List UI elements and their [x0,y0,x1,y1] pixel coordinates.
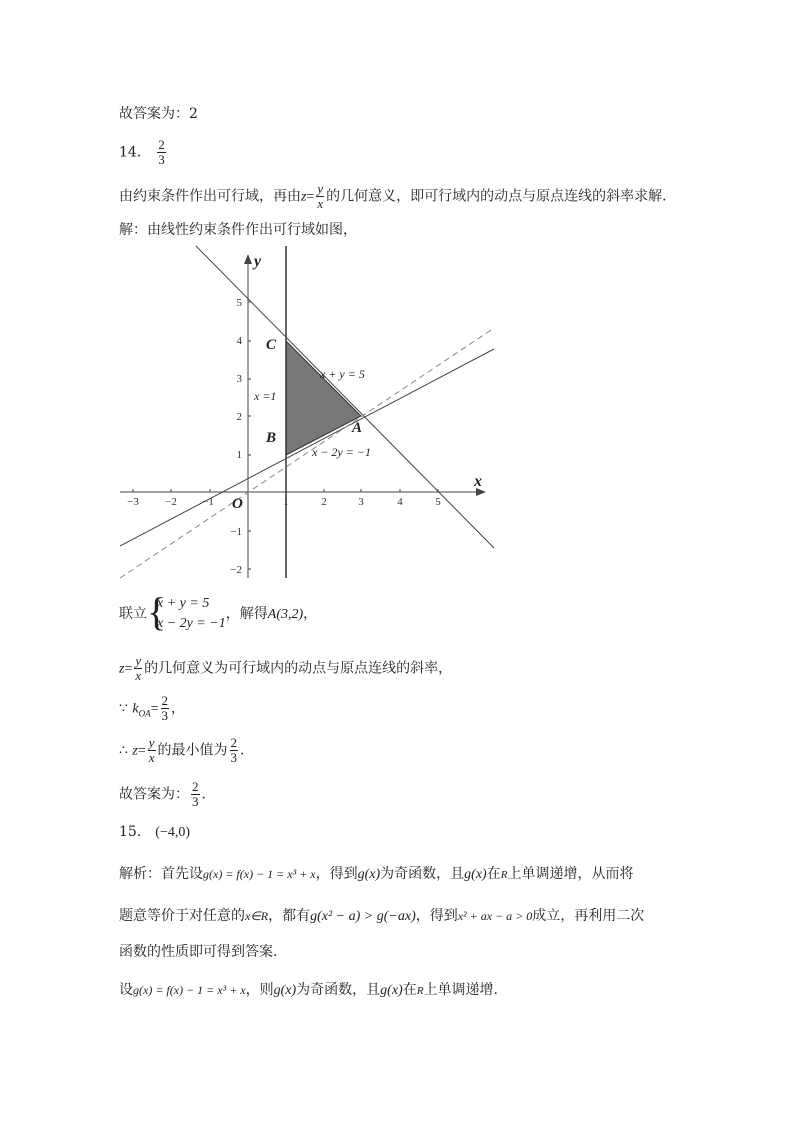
equals: = [306,189,315,205]
analysis-line-1 [119,864,633,885]
question-15-answer [119,822,190,843]
answer-14 [119,780,216,809]
formula: x∈R [245,909,269,923]
text: ，则 [245,982,274,998]
system-end: ， [303,606,318,622]
interval-answer: (−4,0) [155,825,191,840]
numerator: 2 [230,735,238,750]
feasible-region-figure [118,243,502,581]
formula: g(x) = f(x) − 1 = x³ + x [133,983,246,997]
formula: g(x) [273,983,297,998]
equals: = [124,661,133,677]
var-z: z [301,189,307,205]
text: ，得到 [315,866,358,882]
because-symbol: ∵ [119,701,128,717]
y-tick-label: −2 [230,564,242,576]
text: 成立，再利用二次 [532,908,645,924]
numerator: 2 [192,779,199,794]
formula: g(x) [464,867,487,882]
equation-2: x − 2y = −1 [157,616,226,631]
y-axis-label: y [254,253,262,270]
x-tick-label: −2 [165,496,177,508]
denominator: 3 [230,750,238,765]
formula: g(x² − a) > g(−ax) [310,909,416,924]
numerator: y [148,735,155,750]
denominator: 3 [192,794,199,809]
line-label-x-plus-y: x + y = 5 [320,367,365,381]
answer-text: 故答案为： [119,786,189,803]
x-tick-label: 5 [435,496,441,508]
formula: x² + ax − a > 0 [457,909,533,923]
answer-13: 故答案为：2 [119,106,198,122]
set-g-line [119,980,498,1001]
system-mid: ，解得 [225,606,268,622]
point-b-label: B [266,430,277,446]
system-pre: 联立 [119,606,147,622]
var-z: z [119,661,125,677]
x-tick-label: 1 [283,496,289,508]
text: 在 [402,982,417,998]
point-a-label: A [352,420,363,436]
y-tick-label: −1 [230,526,242,538]
equation-system [147,589,226,634]
hint-14 [119,182,676,211]
point-c-label: C [266,337,277,353]
point-a-result: A(3,2) [267,607,304,622]
text: 为奇函数，且 [296,982,381,998]
system-line [119,589,318,634]
numerator: y [135,653,142,668]
var-z: z [132,743,138,759]
text: ，都有 [268,908,311,924]
origin-label: O [232,496,243,512]
formula: g(x) [380,983,403,998]
question-number: 14． [119,144,151,161]
hint-text: 由约束条件作出可行域，再由 [119,188,301,205]
fraction [230,736,239,765]
fraction [191,780,200,809]
denominator: 3 [158,152,165,167]
numerator: 2 [161,693,168,708]
meaning-text: 的几何意义为可行域内的动点与原点连线的斜率， [144,660,453,677]
fraction [161,694,170,723]
question-14-answer [119,138,168,167]
equals: = [150,701,159,717]
fraction [316,182,324,211]
y-tick-label: 4 [236,335,242,347]
formula: R [416,985,424,997]
text: ，得到 [415,908,458,924]
fraction [148,736,156,765]
formula: R [500,869,508,881]
solution-14: 解：由线性约束条件作出可行域如图， [119,222,357,238]
fraction [134,654,142,683]
text: 为奇函数，且 [380,866,465,882]
y-axis-arrow [244,254,252,264]
denominator: x [135,668,142,683]
fraction [157,138,166,167]
denominator: x [317,196,324,211]
analysis-line-3: 函数的性质即可得到答案. [119,944,278,960]
denominator: 3 [161,708,168,723]
question-number: 15． [119,824,151,840]
var-k: k [132,701,139,717]
y-tick-label: 5 [236,297,242,309]
therefore-symbol: ∴ [119,743,128,759]
y-tick-label: 1 [236,449,242,461]
x-tick-label: 3 [358,496,364,508]
numerator: 2 [158,137,165,152]
min-text: 的最小值为 [157,742,228,759]
y-tick-label: 3 [236,373,242,385]
text: 在 [486,866,501,882]
text: 设 [119,982,133,998]
formula: g(x) = f(x) − 1 = x³ + x [203,867,316,881]
y-tick-label: 2 [236,411,242,423]
meaning-line [119,654,452,683]
period: ． [201,786,216,803]
text: 题意等价于对任意的 [119,908,245,924]
text: 上单调递增，从而将 [507,866,634,882]
x-axis-label: x [474,473,482,490]
feasible-region [286,341,361,455]
equation-1: x + y = 5 [157,596,210,611]
line-label-x-equals-1: x =1 [254,389,277,403]
subscript-oa: OA [138,708,151,719]
comma: ， [171,700,185,717]
equals: = [137,743,146,759]
x-tick-label: 2 [321,496,327,508]
analysis-line-2 [119,906,644,927]
min-value-line [119,736,254,765]
period: ． [240,742,255,759]
denominator: x [148,750,155,765]
hint-text-2: 的几何意义，即可行域内的动点与原点连线的斜率求解． [326,188,677,205]
formula: g(x) [357,867,381,882]
line-label-x-minus-2y: x − 2y = −1 [312,445,371,459]
text: 上单调递增. [423,982,498,998]
koa-line [119,694,185,723]
brace-icon: { [147,589,167,634]
x-tick-label: 4 [397,496,403,508]
x-tick-label: −1 [202,496,214,508]
x-tick-label: −3 [127,496,139,508]
numerator: y [317,181,324,196]
text: 解析：首先设 [119,866,203,882]
